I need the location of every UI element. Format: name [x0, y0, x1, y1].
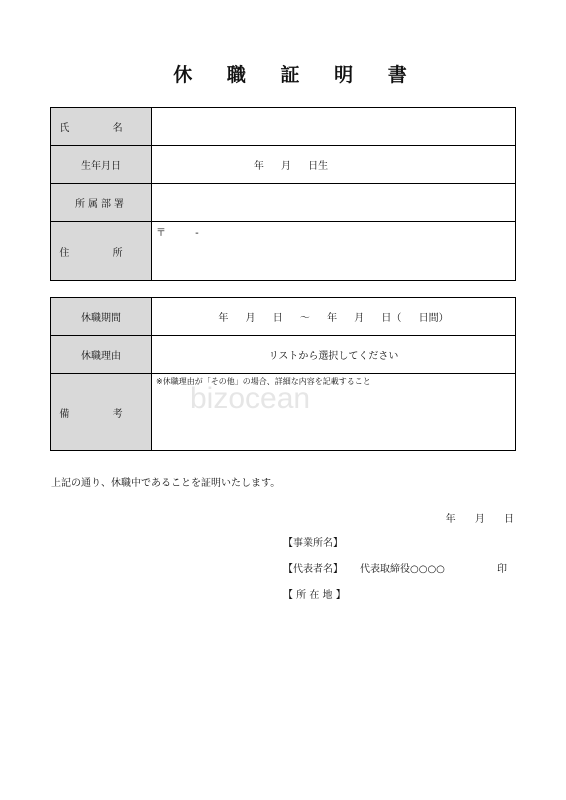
name-row — [51, 108, 516, 146]
birth-value: 年 月 日生 — [253, 161, 329, 172]
address-field[interactable] — [152, 222, 516, 281]
representative-name[interactable]: 代表取締役○○○○ — [360, 564, 445, 575]
birth-row — [51, 146, 516, 184]
address-label: 住 所 — [51, 222, 152, 281]
company-address-label: 【 所 在 地 】 — [283, 590, 346, 601]
birth-label: 生年月日 — [51, 146, 152, 184]
reason-row — [51, 336, 516, 374]
employee-info-table — [50, 107, 516, 281]
notes-row — [51, 374, 516, 451]
notes-field[interactable]: ※休職理由が「その他」の場合、詳細な内容を記載すること — [152, 374, 516, 451]
reason-select[interactable]: リストから選択してください — [152, 336, 516, 374]
page-title: 休 職 証 明 書 — [173, 64, 421, 86]
seal-mark: 印 — [497, 564, 507, 575]
address-row — [51, 222, 516, 281]
dept-row — [51, 184, 516, 222]
period-field[interactable]: 年 月 日 ～ 年 月 日（ 日間） — [152, 298, 516, 336]
period-row — [51, 298, 516, 336]
notes-label: 備 考 — [51, 374, 152, 451]
certification-statement: 上記の通り、休職中であることを証明いたします。 — [51, 478, 281, 489]
watermark-logo: bizocean — [190, 382, 311, 415]
period-label: 休職期間 — [51, 298, 152, 336]
dept-field[interactable] — [152, 184, 516, 222]
dept-label: 所属部署 — [51, 184, 152, 222]
postal-mark: 〒 - — [156, 228, 199, 239]
representative-label: 【代表者名】 — [283, 564, 343, 575]
issue-date[interactable]: 年 月 日 — [445, 514, 514, 525]
leave-info-table — [50, 297, 516, 451]
name-label: 氏 名 — [51, 108, 152, 146]
company-name-label: 【事業所名】 — [283, 538, 343, 549]
reason-label: 休職理由 — [51, 336, 152, 374]
name-field[interactable] — [152, 108, 516, 146]
birth-field[interactable] — [152, 146, 516, 184]
